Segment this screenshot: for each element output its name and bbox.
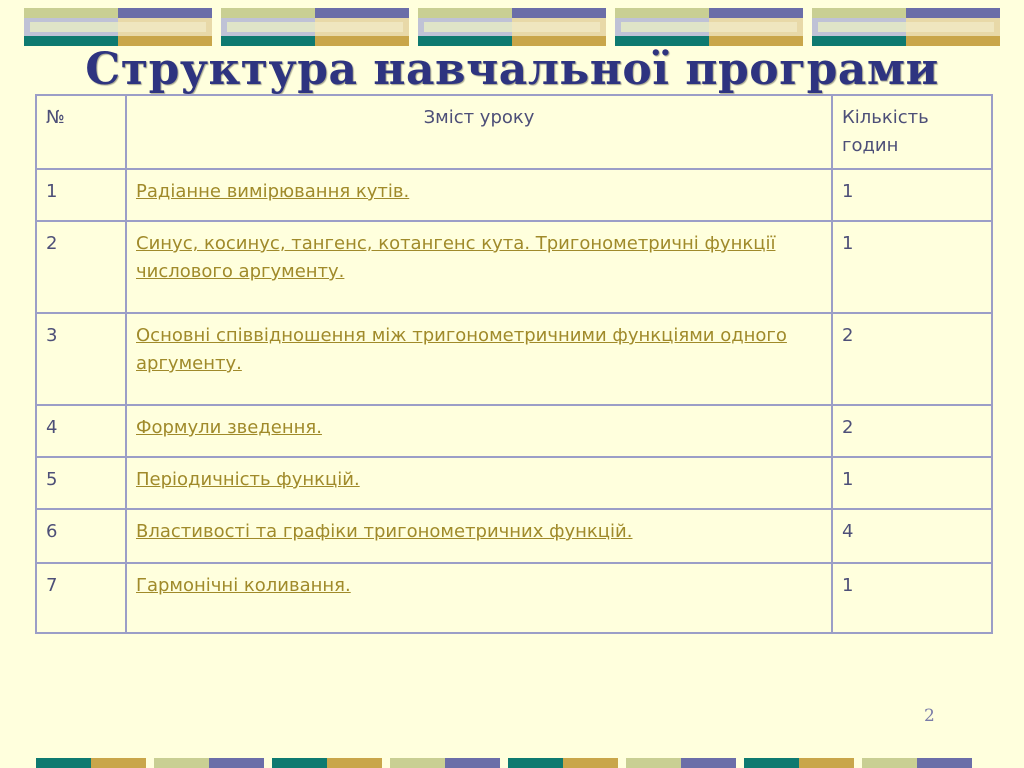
row-hours: 1 — [832, 169, 992, 221]
row-topic-cell — [126, 563, 832, 633]
lesson-link[interactable]: Періодичність функцій. — [136, 469, 360, 490]
bottom-decoration — [36, 758, 972, 768]
deco-strip — [154, 758, 264, 768]
deco-strip — [744, 758, 854, 768]
row-hours: 1 — [832, 563, 992, 633]
row-topic-cell — [126, 313, 832, 405]
lesson-link[interactable]: Основні співвідношення між тригонометричними функціями одного аргументу. — [136, 325, 787, 374]
table-row — [36, 405, 992, 457]
deco-strip — [390, 758, 500, 768]
deco-strip — [272, 758, 382, 768]
row-hours: 2 — [832, 313, 992, 405]
row-hours: 1 — [832, 457, 992, 509]
row-hours: 1 — [832, 221, 992, 313]
deco-block — [418, 8, 606, 46]
table-row — [36, 457, 992, 509]
lesson-link[interactable]: Властивості та графіки тригонометричних функцій. — [136, 521, 633, 542]
header-num: № — [36, 95, 126, 169]
deco-block — [24, 8, 212, 46]
header-topic: Зміст уроку — [126, 95, 832, 169]
deco-strip — [626, 758, 736, 768]
lesson-link[interactable]: Синус, косинус, тангенс, котангенс кута. Тригонометричні функції числового аргументу. — [136, 233, 776, 282]
row-num: 2 — [36, 221, 126, 313]
table-row — [36, 313, 992, 405]
table-row — [36, 169, 992, 221]
row-num: 4 — [36, 405, 126, 457]
row-hours: 2 — [832, 405, 992, 457]
lesson-link[interactable]: Гармонічні коливання. — [136, 575, 351, 596]
row-num: 5 — [36, 457, 126, 509]
row-num: 7 — [36, 563, 126, 633]
lesson-link[interactable]: Радіанне вимірювання кутів. — [136, 181, 410, 202]
table-header-row — [36, 95, 992, 169]
row-num: 3 — [36, 313, 126, 405]
row-num: 6 — [36, 509, 126, 563]
top-decoration — [24, 8, 1000, 46]
row-num: 1 — [36, 169, 126, 221]
deco-block — [221, 8, 409, 46]
deco-strip — [508, 758, 618, 768]
row-topic-cell — [126, 169, 832, 221]
row-topic-cell — [126, 457, 832, 509]
table-row — [36, 509, 992, 563]
page-number: 2 — [924, 706, 935, 726]
lesson-table — [35, 94, 993, 634]
deco-block — [812, 8, 1000, 46]
row-hours: 4 — [832, 509, 992, 563]
header-hours: Кількість годин — [832, 95, 992, 169]
deco-block — [615, 8, 803, 46]
row-topic-cell — [126, 509, 832, 563]
slide-title: Структура навчальної програми — [85, 44, 939, 95]
deco-strip — [862, 758, 972, 768]
table-row — [36, 563, 992, 633]
row-topic-cell — [126, 221, 832, 313]
row-topic-cell — [126, 405, 832, 457]
table-row — [36, 221, 992, 313]
lesson-link[interactable]: Формули зведення. — [136, 417, 322, 438]
deco-strip — [36, 758, 146, 768]
